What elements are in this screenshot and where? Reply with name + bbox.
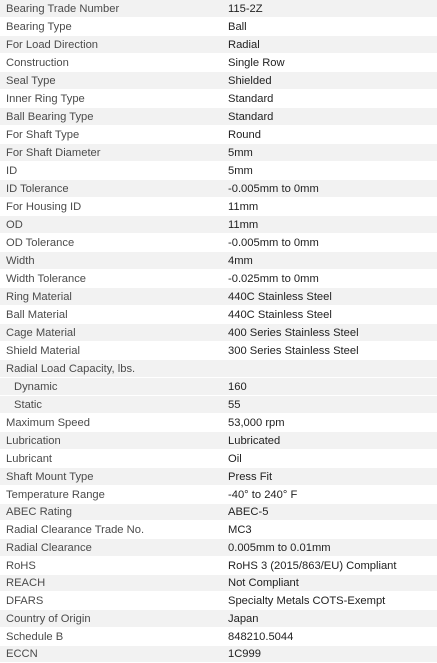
spec-value: RoHS 3 (2015/863/EU) Compliant bbox=[222, 557, 437, 575]
spec-label: ABEC Rating bbox=[0, 504, 222, 521]
spec-value: Shielded bbox=[222, 72, 437, 90]
spec-value: 5mm bbox=[222, 144, 437, 162]
spec-value: -0.005mm to 0mm bbox=[222, 234, 437, 252]
spec-label: OD Tolerance bbox=[0, 234, 222, 252]
spec-row-id-tolerance bbox=[0, 180, 437, 198]
spec-value: Specialty Metals COTS-Exempt bbox=[222, 592, 437, 610]
spec-row-dfars bbox=[0, 592, 437, 610]
spec-sublabel: Static bbox=[0, 396, 222, 414]
spec-row-lubricant bbox=[0, 450, 437, 468]
spec-value: Standard bbox=[222, 90, 437, 108]
spec-value: 0.005mm to 0.01mm bbox=[222, 539, 437, 557]
spec-value: Single Row bbox=[222, 54, 437, 72]
spec-label: Schedule B bbox=[0, 628, 222, 646]
spec-label: Temperature Range bbox=[0, 486, 222, 504]
spec-value: ABEC-5 bbox=[222, 504, 437, 521]
spec-value: Standard bbox=[222, 108, 437, 126]
spec-value: Round bbox=[222, 126, 437, 144]
spec-value: Oil bbox=[222, 450, 437, 468]
spec-row-maximum-speed bbox=[0, 414, 437, 432]
spec-label: Maximum Speed bbox=[0, 414, 222, 432]
spec-label: For Shaft Type bbox=[0, 126, 222, 144]
spec-value: 400 Series Stainless Steel bbox=[222, 324, 437, 342]
spec-row-ring-material bbox=[0, 288, 437, 306]
spec-row-abec-rating bbox=[0, 504, 437, 521]
spec-row-reach bbox=[0, 575, 437, 592]
spec-row-width-tolerance bbox=[0, 270, 437, 288]
spec-label: Ball Material bbox=[0, 306, 222, 324]
spec-value: MC3 bbox=[222, 521, 437, 539]
spec-label: Shield Material bbox=[0, 342, 222, 360]
spec-row-id bbox=[0, 162, 437, 180]
spec-label: Country of Origin bbox=[0, 610, 222, 628]
spec-label: DFARS bbox=[0, 592, 222, 610]
spec-row-cage-material bbox=[0, 324, 437, 342]
spec-row-width bbox=[0, 252, 437, 270]
spec-label: Width bbox=[0, 252, 222, 270]
spec-label: RoHS bbox=[0, 557, 222, 575]
spec-value: 55 bbox=[222, 396, 437, 414]
spec-row-radial-load-static bbox=[0, 396, 437, 414]
spec-value: 300 Series Stainless Steel bbox=[222, 342, 437, 360]
spec-label: Seal Type bbox=[0, 72, 222, 90]
spec-row-radial-clearance-trade-no bbox=[0, 521, 437, 539]
spec-row-housing-id bbox=[0, 198, 437, 216]
spec-value: Press Fit bbox=[222, 468, 437, 486]
spec-row-shaft-mount-type bbox=[0, 468, 437, 486]
spec-row-lubrication bbox=[0, 432, 437, 450]
spec-label: Construction bbox=[0, 54, 222, 72]
spec-value: Lubricated bbox=[222, 432, 437, 450]
spec-row-schedule-b bbox=[0, 628, 437, 646]
spec-row-country-of-origin bbox=[0, 610, 437, 628]
spec-group-heading: Radial Load Capacity, lbs. bbox=[0, 360, 222, 378]
spec-row-radial-load-heading bbox=[0, 360, 437, 378]
spec-label: Inner Ring Type bbox=[0, 90, 222, 108]
spec-row-ball-material bbox=[0, 306, 437, 324]
spec-value: -0.005mm to 0mm bbox=[222, 180, 437, 198]
spec-value: 440C Stainless Steel bbox=[222, 288, 437, 306]
spec-label: Cage Material bbox=[0, 324, 222, 342]
spec-value: -40° to 240° F bbox=[222, 486, 437, 504]
spec-label: ID bbox=[0, 162, 222, 180]
spec-label: Radial Clearance Trade No. bbox=[0, 521, 222, 539]
spec-label: Ring Material bbox=[0, 288, 222, 306]
spec-row-shaft-diameter bbox=[0, 144, 437, 162]
spec-row-construction bbox=[0, 54, 437, 72]
spec-value: Ball bbox=[222, 18, 437, 36]
spec-row-ball-bearing-type bbox=[0, 108, 437, 126]
spec-label: Lubrication bbox=[0, 432, 222, 450]
spec-value: -0.025mm to 0mm bbox=[222, 270, 437, 288]
spec-value: Japan bbox=[222, 610, 437, 628]
spec-row-bearing-trade-number bbox=[0, 0, 437, 18]
spec-value: 11mm bbox=[222, 198, 437, 216]
spec-label: For Housing ID bbox=[0, 198, 222, 216]
spec-value: 5mm bbox=[222, 162, 437, 180]
spec-value: 11mm bbox=[222, 216, 437, 234]
spec-value: 160 bbox=[222, 378, 437, 396]
spec-row-inner-ring-type bbox=[0, 90, 437, 108]
spec-label: Radial Clearance bbox=[0, 539, 222, 557]
spec-value: 440C Stainless Steel bbox=[222, 306, 437, 324]
spec-row-shaft-type bbox=[0, 126, 437, 144]
spec-label: Width Tolerance bbox=[0, 270, 222, 288]
spec-value: Not Compliant bbox=[222, 575, 437, 592]
spec-label: Shaft Mount Type bbox=[0, 468, 222, 486]
spec-row-bearing-type bbox=[0, 18, 437, 36]
spec-row-od bbox=[0, 216, 437, 234]
spec-row-radial-load-dynamic bbox=[0, 378, 437, 396]
spec-row-seal-type bbox=[0, 72, 437, 90]
spec-row-load-direction bbox=[0, 36, 437, 54]
spec-sublabel: Dynamic bbox=[0, 378, 222, 396]
spec-row-od-tolerance bbox=[0, 234, 437, 252]
spec-label: Lubricant bbox=[0, 450, 222, 468]
spec-label: Bearing Trade Number bbox=[0, 0, 222, 18]
spec-label: ECCN bbox=[0, 646, 222, 663]
spec-value: 848210.5044 bbox=[222, 628, 437, 646]
spec-row-shield-material bbox=[0, 342, 437, 360]
spec-label: Ball Bearing Type bbox=[0, 108, 222, 126]
spec-row-temperature-range bbox=[0, 486, 437, 504]
spec-row-eccn bbox=[0, 646, 437, 663]
spec-value: 53,000 rpm bbox=[222, 414, 437, 432]
spec-label: Bearing Type bbox=[0, 18, 222, 36]
spec-label: For Load Direction bbox=[0, 36, 222, 54]
spec-label: For Shaft Diameter bbox=[0, 144, 222, 162]
spec-row-rohs bbox=[0, 557, 437, 575]
spec-value: Radial bbox=[222, 36, 437, 54]
spec-value: 4mm bbox=[222, 252, 437, 270]
spec-label: REACH bbox=[0, 575, 222, 592]
spec-label: ID Tolerance bbox=[0, 180, 222, 198]
spec-row-radial-clearance bbox=[0, 539, 437, 557]
spec-label: OD bbox=[0, 216, 222, 234]
spec-value: 1C999 bbox=[222, 646, 437, 663]
spec-value: 115-2Z bbox=[222, 0, 437, 18]
